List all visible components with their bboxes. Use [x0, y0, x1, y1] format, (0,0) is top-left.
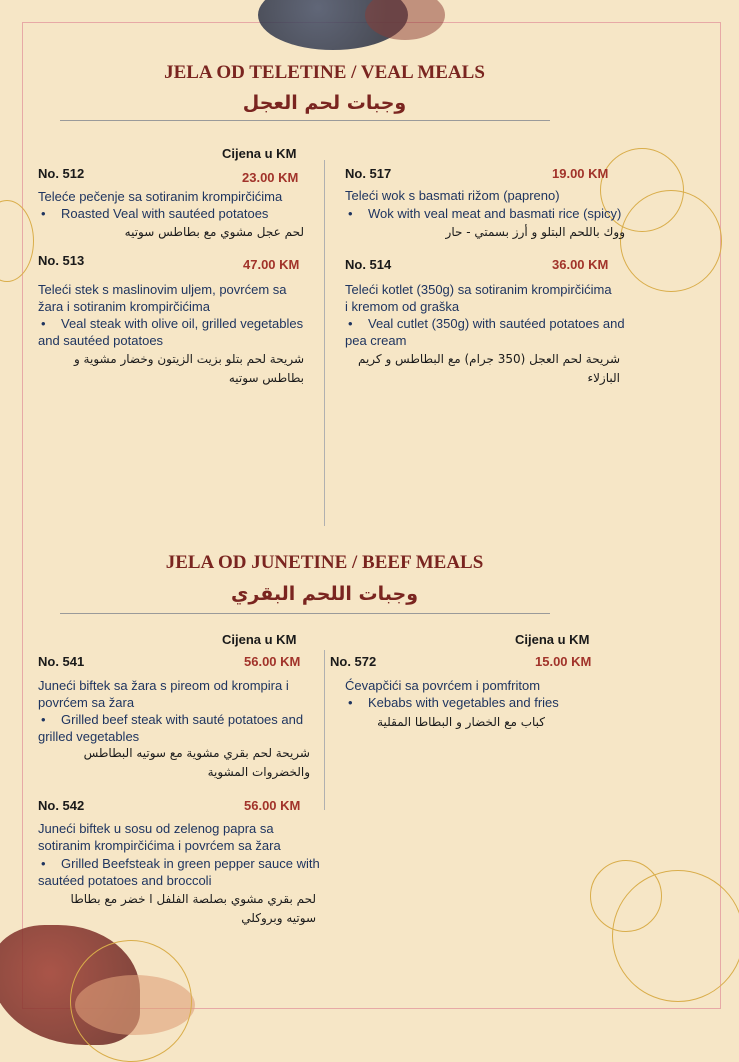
item-english: • Roasted Veal with sautéed potatoes	[41, 206, 269, 221]
item-number: No. 572	[330, 654, 377, 669]
decorative-ring	[70, 940, 192, 1062]
item-description: Juneći biftek u sosu od zelenog papra sa sotiranim krompirčićima i povrćem sa žara	[38, 821, 281, 853]
item-english: • Veal steak with olive oil, grilled vegetables and sautéed potatoes	[38, 316, 304, 348]
item-description: Teleći wok s basmati rižom (papreno)	[345, 188, 560, 203]
beef-section-title: JELA OD JUNETINE / BEEF MEALS	[165, 552, 484, 573]
item-english: • Grilled beef steak with sauté potatoes and grilled vegetables	[38, 712, 304, 744]
item-description: Teleće pečenje sa sotiranim krompirčićima	[38, 189, 283, 204]
veal-column-divider	[324, 160, 325, 526]
item-english: • Wok with veal meat and basmati rice (spicy)	[348, 206, 622, 221]
veal-section-title: JELA OD TELETINE / VEAL MEALS	[164, 62, 485, 83]
item-number: No. 517	[345, 166, 392, 181]
item-number: No. 542	[38, 798, 85, 813]
item-arabic: شريحة لحم بقري مشوية مع سوتيه البطاطس والخضروات المشوية	[83, 746, 310, 779]
beef-section-arabic-title: وجبات اللحم البقري	[230, 583, 419, 605]
item-description: Ćevapčići sa povrćem i pomfritom	[345, 678, 541, 693]
item-english: • Grilled Beefsteak in green pepper sauce with sautéed potatoes and broccoli	[38, 856, 320, 888]
item-description: Juneći biftek sa žara s pireom od krompira i povrćem sa žara	[38, 678, 289, 710]
item-arabic: شريحة لحم بتلو بزيت الزيتون وخضار مشوية و بطاطس سوتيه	[73, 352, 304, 385]
item-price: 19.00 KM	[552, 166, 609, 181]
item-description: Teleći kotlet (350g) sa sotiranim krompirčićima i kremom od graška	[345, 282, 612, 314]
decorative-ring	[620, 190, 722, 292]
item-english: • Veal cutlet (350g) with sautéed potatoes and pea cream	[345, 316, 625, 348]
item-price: 56.00 KM	[244, 654, 301, 669]
item-description: Teleći stek s maslinovim uljem, povrćem sa žara i sotiranim krompirčićima	[38, 282, 287, 314]
item-arabic: كباب مع الخضار و البطاطا المقلية	[377, 715, 545, 729]
beef-price-header-left: Cijena u KM	[222, 632, 297, 647]
item-number: No. 514	[345, 257, 392, 272]
item-price: 23.00 KM	[242, 170, 299, 185]
item-number: No. 541	[38, 654, 85, 669]
beef-column-divider	[324, 650, 325, 810]
beef-price-header-right: Cijena u KM	[515, 632, 590, 647]
item-number: No. 513	[38, 253, 85, 268]
item-arabic: ووك باللحم البتلو و أرز بسمتي - حار	[445, 225, 625, 239]
beef-divider	[60, 613, 550, 614]
item-arabic: شريحة لحم العجل (350 جرام) مع البطاطس و كريم البازلاء	[357, 352, 620, 385]
item-price: 15.00 KM	[535, 654, 592, 669]
decorative-ring	[612, 870, 739, 1002]
item-arabic: لحم عجل مشوي مع بطاطس سوتيه	[124, 225, 304, 239]
item-price: 36.00 KM	[552, 257, 609, 272]
item-price: 56.00 KM	[244, 798, 301, 813]
veal-section-arabic-title: وجبات لحم العجل	[242, 92, 407, 114]
item-english: • Kebabs with vegetables and fries	[348, 695, 559, 710]
veal-divider	[60, 120, 550, 121]
item-number: No. 512	[38, 166, 85, 181]
veal-price-header: Cijena u KM	[222, 146, 297, 161]
item-price: 47.00 KM	[243, 257, 300, 272]
item-arabic: لحم بقري مشوي بصلصة الفلفل ا خضر مع بطاطا سوتيه وبروكلي	[70, 892, 316, 925]
